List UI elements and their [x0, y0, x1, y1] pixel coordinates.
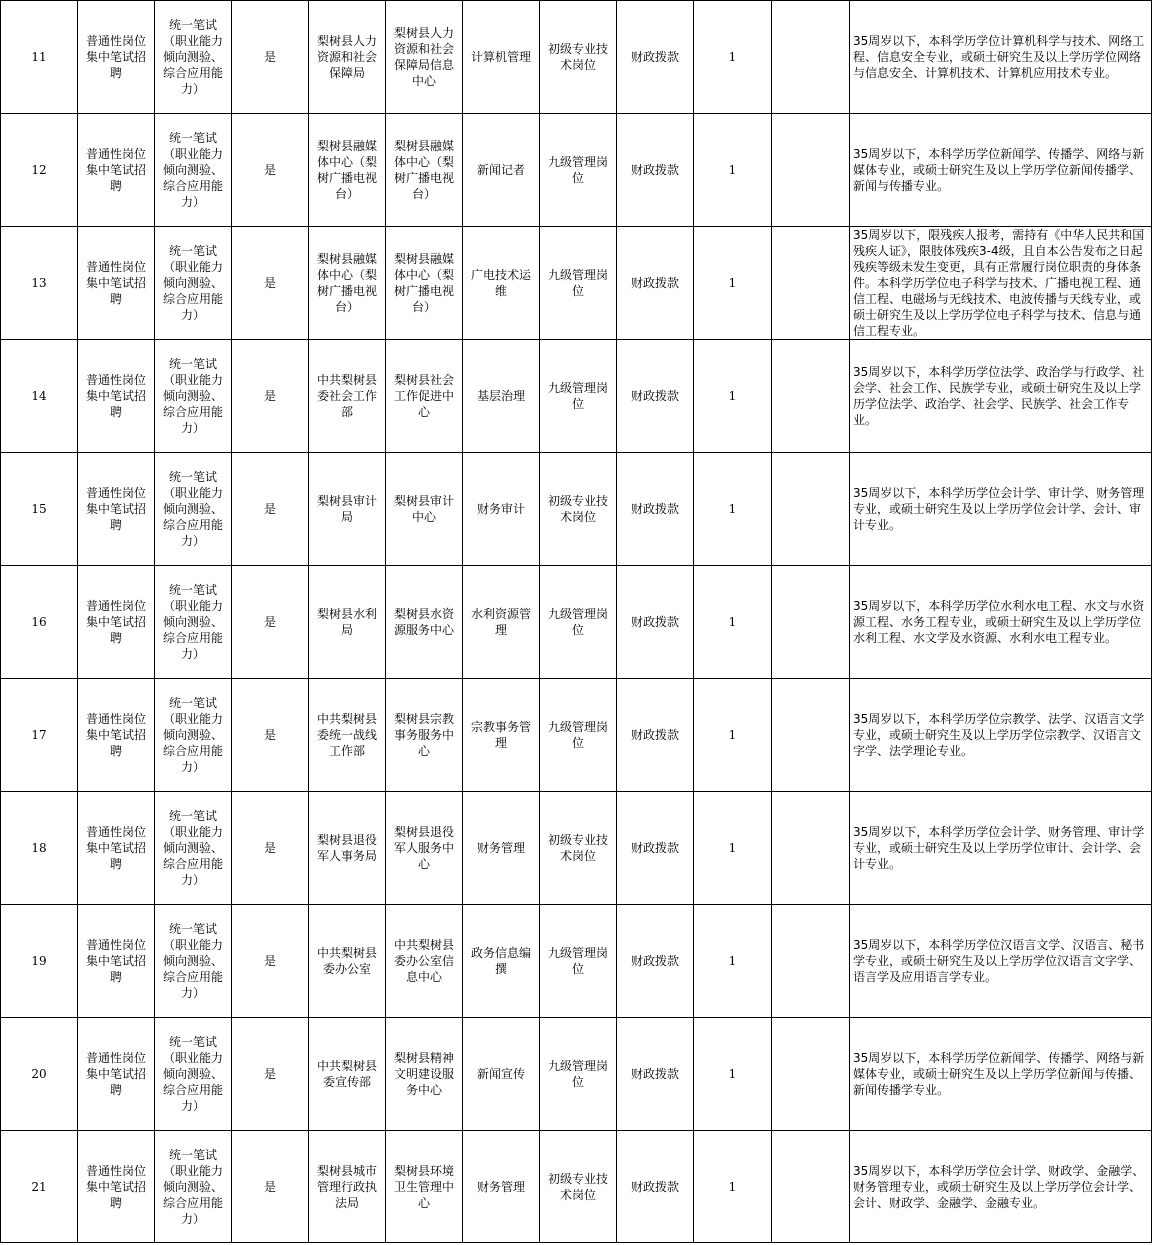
cell-position-level: 九级管理岗位	[540, 679, 617, 792]
cell-exam-subject: 统一笔试（职业能力倾向测验、综合应用能力）	[155, 453, 232, 566]
cell-exam-subject: 统一笔试（职业能力倾向测验、综合应用能力）	[155, 905, 232, 1018]
cell-yes-flag: 是	[232, 340, 309, 453]
cell-position-level: 九级管理岗位	[540, 1018, 617, 1131]
cell-funding-source: 财政拨款	[617, 114, 694, 227]
table-row	[1, 792, 1152, 905]
cell-hiring-unit: 梨树县精神文明建设服务中心	[386, 1018, 463, 1131]
cell-recruitment-type: 普通性岗位集中笔试招聘	[78, 340, 155, 453]
cell-empty	[772, 679, 850, 792]
table-row	[1, 905, 1152, 1018]
cell-serial-number: 17	[1, 679, 78, 792]
cell-funding-source: 财政拨款	[617, 905, 694, 1018]
cell-exam-subject: 统一笔试（职业能力倾向测验、综合应用能力）	[155, 566, 232, 679]
cell-department: 梨树县人力资源和社会保障局	[309, 1, 386, 114]
table-row	[1, 679, 1152, 792]
cell-position-name: 宗教事务管理	[463, 679, 540, 792]
table-body	[1, 1, 1152, 1243]
cell-exam-subject: 统一笔试（职业能力倾向测验、综合应用能力）	[155, 792, 232, 905]
cell-requirements: 35周岁以下，本科学历学位新闻学、传播学、网络与新媒体专业，或硕士研究生及以上学历学位新闻与传播、新闻传播学专业。	[850, 1018, 1152, 1131]
cell-hiring-unit: 梨树县融媒体中心（梨树广播电视台）	[386, 114, 463, 227]
cell-position-name: 新闻记者	[463, 114, 540, 227]
cell-serial-number: 11	[1, 1, 78, 114]
cell-department: 梨树县审计局	[309, 453, 386, 566]
cell-exam-subject: 统一笔试（职业能力倾向测验、综合应用能力）	[155, 1131, 232, 1243]
cell-requirements: 35周岁以下，本科学历学位会计学、财政学、金融学、财务管理专业，或硕士研究生及以上学历学位会计学、会计、财政学、金融学、金融专业。	[850, 1131, 1152, 1243]
cell-funding-source: 财政拨款	[617, 1, 694, 114]
cell-recruitment-type: 普通性岗位集中笔试招聘	[78, 679, 155, 792]
cell-exam-subject: 统一笔试（职业能力倾向测验、综合应用能力）	[155, 679, 232, 792]
cell-serial-number: 15	[1, 453, 78, 566]
cell-department: 中共梨树县委办公室	[309, 905, 386, 1018]
cell-headcount: 1	[694, 1131, 772, 1243]
cell-funding-source: 财政拨款	[617, 566, 694, 679]
cell-hiring-unit: 梨树县环境卫生管理中心	[386, 1131, 463, 1243]
table-row	[1, 1131, 1152, 1243]
cell-department: 中共梨树县委统一战线工作部	[309, 679, 386, 792]
table-row	[1, 340, 1152, 453]
cell-recruitment-type: 普通性岗位集中笔试招聘	[78, 114, 155, 227]
cell-exam-subject: 统一笔试（职业能力倾向测验、综合应用能力）	[155, 227, 232, 340]
cell-yes-flag: 是	[232, 679, 309, 792]
cell-hiring-unit: 梨树县审计中心	[386, 453, 463, 566]
cell-yes-flag: 是	[232, 1018, 309, 1131]
cell-department: 中共梨树县委宣传部	[309, 1018, 386, 1131]
cell-requirements: 35周岁以下，本科学历学位宗教学、法学、汉语言文学专业，或硕士研究生及以上学历学位宗教学、汉语言文字学、法学理论专业。	[850, 679, 1152, 792]
cell-headcount: 1	[694, 792, 772, 905]
cell-recruitment-type: 普通性岗位集中笔试招聘	[78, 227, 155, 340]
cell-funding-source: 财政拨款	[617, 1131, 694, 1243]
cell-yes-flag: 是	[232, 114, 309, 227]
cell-recruitment-type: 普通性岗位集中笔试招聘	[78, 905, 155, 1018]
cell-requirements: 35周岁以下，本科学历学位水利水电工程、水文与水资源工程、水务工程专业，或硕士研究生及以上学历学位水利工程、水文学及水资源、水利水电工程专业。	[850, 566, 1152, 679]
cell-requirements: 35周岁以下，本科学历学位会计学、审计学、财务管理专业，或硕士研究生及以上学历学位会计学、会计、审计专业。	[850, 453, 1152, 566]
cell-recruitment-type: 普通性岗位集中笔试招聘	[78, 1018, 155, 1131]
cell-position-name: 水利资源管理	[463, 566, 540, 679]
cell-requirements: 35周岁以下，本科学历学位计算机科学与技术、网络工程、信息安全专业，或硕士研究生及以上学历学位网络与信息安全、计算机技术、计算机应用技术专业。	[850, 1, 1152, 114]
cell-empty	[772, 1, 850, 114]
cell-position-name: 新闻宣传	[463, 1018, 540, 1131]
cell-serial-number: 16	[1, 566, 78, 679]
cell-exam-subject: 统一笔试（职业能力倾向测验、综合应用能力）	[155, 114, 232, 227]
cell-recruitment-type: 普通性岗位集中笔试招聘	[78, 1131, 155, 1243]
cell-headcount: 1	[694, 1, 772, 114]
table-row	[1, 1, 1152, 114]
cell-headcount: 1	[694, 679, 772, 792]
cell-requirements: 35周岁以下，本科学历学位法学、政治学与行政学、社会学、社会工作、民族学专业，或硕士研究生及以上学历学位法学、政治学、社会学、民族学、社会工作专业。	[850, 340, 1152, 453]
cell-hiring-unit: 中共梨树县委办公室信息中心	[386, 905, 463, 1018]
cell-hiring-unit: 梨树县宗教事务服务中心	[386, 679, 463, 792]
cell-department: 梨树县退役军人事务局	[309, 792, 386, 905]
cell-serial-number: 12	[1, 114, 78, 227]
cell-position-level: 九级管理岗位	[540, 114, 617, 227]
cell-yes-flag: 是	[232, 1, 309, 114]
cell-department: 梨树县融媒体中心（梨树广播电视台）	[309, 227, 386, 340]
cell-position-level: 九级管理岗位	[540, 340, 617, 453]
cell-yes-flag: 是	[232, 453, 309, 566]
cell-position-level: 九级管理岗位	[540, 227, 617, 340]
table-row	[1, 566, 1152, 679]
cell-position-name: 财务审计	[463, 453, 540, 566]
cell-position-level: 初级专业技术岗位	[540, 1131, 617, 1243]
cell-position-level: 九级管理岗位	[540, 905, 617, 1018]
cell-headcount: 1	[694, 905, 772, 1018]
cell-position-name: 广电技术运维	[463, 227, 540, 340]
cell-recruitment-type: 普通性岗位集中笔试招聘	[78, 453, 155, 566]
table-row	[1, 114, 1152, 227]
cell-headcount: 1	[694, 566, 772, 679]
cell-position-level: 初级专业技术岗位	[540, 792, 617, 905]
cell-funding-source: 财政拨款	[617, 340, 694, 453]
cell-exam-subject: 统一笔试（职业能力倾向测验、综合应用能力）	[155, 1, 232, 114]
cell-yes-flag: 是	[232, 1131, 309, 1243]
cell-headcount: 1	[694, 114, 772, 227]
cell-requirements: 35周岁以下，本科学历学位汉语言文学、汉语言、秘书学专业，或硕士研究生及以上学历学位汉语言文字学、语言学及应用语言学专业。	[850, 905, 1152, 1018]
cell-position-level: 初级专业技术岗位	[540, 1, 617, 114]
cell-position-level: 九级管理岗位	[540, 566, 617, 679]
cell-headcount: 1	[694, 227, 772, 340]
cell-exam-subject: 统一笔试（职业能力倾向测验、综合应用能力）	[155, 1018, 232, 1131]
cell-exam-subject: 统一笔试（职业能力倾向测验、综合应用能力）	[155, 340, 232, 453]
cell-yes-flag: 是	[232, 905, 309, 1018]
cell-serial-number: 14	[1, 340, 78, 453]
cell-department: 梨树县城市管理行政执法局	[309, 1131, 386, 1243]
cell-funding-source: 财政拨款	[617, 679, 694, 792]
cell-serial-number: 21	[1, 1131, 78, 1243]
table-row	[1, 453, 1152, 566]
cell-hiring-unit: 梨树县人力资源和社会保障局信息中心	[386, 1, 463, 114]
cell-position-name: 财务管理	[463, 1131, 540, 1243]
cell-empty	[772, 114, 850, 227]
cell-empty	[772, 566, 850, 679]
cell-recruitment-type: 普通性岗位集中笔试招聘	[78, 792, 155, 905]
cell-empty	[772, 227, 850, 340]
cell-serial-number: 19	[1, 905, 78, 1018]
cell-position-name: 政务信息编撰	[463, 905, 540, 1018]
cell-hiring-unit: 梨树县退役军人服务中心	[386, 792, 463, 905]
cell-department: 梨树县融媒体中心（梨树广播电视台）	[309, 114, 386, 227]
cell-department: 梨树县水利局	[309, 566, 386, 679]
cell-headcount: 1	[694, 453, 772, 566]
cell-serial-number: 18	[1, 792, 78, 905]
cell-recruitment-type: 普通性岗位集中笔试招聘	[78, 566, 155, 679]
cell-funding-source: 财政拨款	[617, 227, 694, 340]
cell-empty	[772, 453, 850, 566]
cell-headcount: 1	[694, 1018, 772, 1131]
cell-position-name: 财务管理	[463, 792, 540, 905]
cell-requirements: 35周岁以下，本科学历学位会计学、财务管理、审计学专业，或硕士研究生及以上学历学位审计、会计学、会计专业。	[850, 792, 1152, 905]
cell-empty	[772, 792, 850, 905]
cell-yes-flag: 是	[232, 792, 309, 905]
cell-hiring-unit: 梨树县融媒体中心（梨树广播电视台）	[386, 227, 463, 340]
cell-funding-source: 财政拨款	[617, 1018, 694, 1131]
table-row	[1, 227, 1152, 340]
cell-position-name: 计算机管理	[463, 1, 540, 114]
table-row	[1, 1018, 1152, 1131]
cell-hiring-unit: 梨树县社会工作促进中心	[386, 340, 463, 453]
cell-funding-source: 财政拨款	[617, 453, 694, 566]
cell-position-name: 基层治理	[463, 340, 540, 453]
cell-serial-number: 20	[1, 1018, 78, 1131]
cell-funding-source: 财政拨款	[617, 792, 694, 905]
cell-headcount: 1	[694, 340, 772, 453]
cell-hiring-unit: 梨树县水资源服务中心	[386, 566, 463, 679]
cell-empty	[772, 1131, 850, 1243]
cell-requirements: 35周岁以下，限残疾人报考，需持有《中华人民共和国残疾人证》，限肢体残疾3-4级，且自本公告发布之日起残疾等级未发生变更，具有正常履行岗位职责的身体条件。本科学历学位电子科学与技术、广播电视工程、通信工程、电磁场与无线技术、电波传播与天线专业，或硕士研究生及以上学历学位电子科学与技术、信息与通信工程专业。	[850, 227, 1152, 340]
cell-position-level: 初级专业技术岗位	[540, 453, 617, 566]
cell-empty	[772, 905, 850, 1018]
cell-requirements: 35周岁以下，本科学历学位新闻学、传播学、网络与新媒体专业，或硕士研究生及以上学历学位新闻传播学、新闻与传播专业。	[850, 114, 1152, 227]
cell-yes-flag: 是	[232, 566, 309, 679]
cell-empty	[772, 340, 850, 453]
cell-yes-flag: 是	[232, 227, 309, 340]
cell-department: 中共梨树县委社会工作部	[309, 340, 386, 453]
cell-empty	[772, 1018, 850, 1131]
cell-serial-number: 13	[1, 227, 78, 340]
cell-recruitment-type: 普通性岗位集中笔试招聘	[78, 1, 155, 114]
